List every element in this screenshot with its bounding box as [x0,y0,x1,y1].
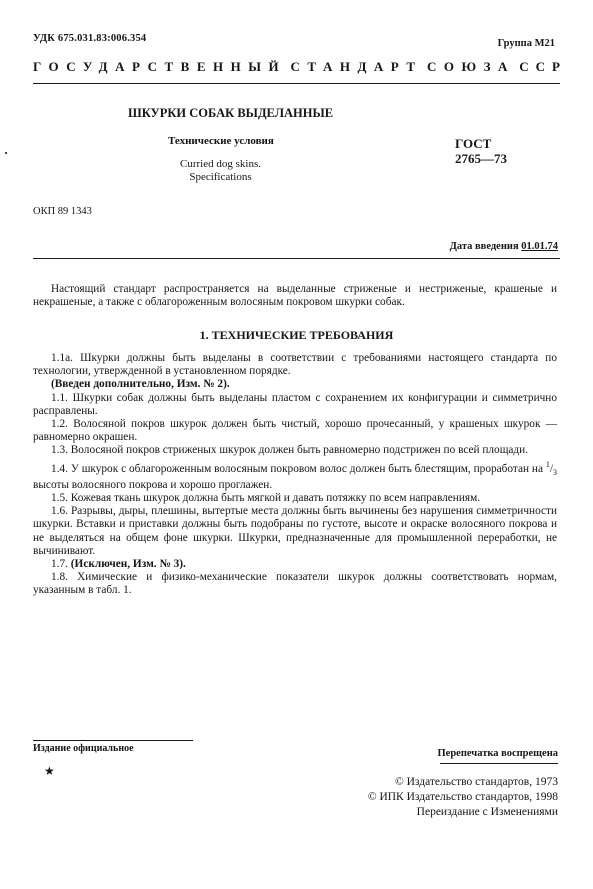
fraction-numerator: 1 [545,459,550,469]
clause-1-6: 1.6. Разрывы, дыры, плешины, вытертые места должны быть вычинены без нарушения симметричности шкурки. Вставки и приставки должны быть подобраны по густоте, высоте и окраске волосяного покрова и не выделяться на общем фоне шкурки. Шкурки, предназначенные для промышленной переработки, не вычинивают. [33,505,557,557]
date-rule [33,258,560,259]
fraction-denominator: 3 [553,467,558,477]
introduction-date-value: 01.01.74 [521,241,558,252]
english-title-line: Curried dog skins. [180,158,261,170]
introduction-date [450,241,558,252]
header-rule [33,83,560,84]
clause-1-8: 1.8. Химические и физико-механические показатели шкурок должны соответствовать нормам, указанным в табл. 1. [33,571,557,597]
official-edition: Издание официальное [33,743,134,754]
group-code: Группа М21 [497,38,555,49]
okp-code: ОКП 89 1343 [33,206,92,217]
gost-designation [455,136,507,166]
udk-code: УДК 675.031.83:006.354 [33,33,147,44]
clause-1-1: 1.1. Шкурки собак должны быть выделаны пластом с сохранением их конфигурации и симметрично расправлены. [33,391,557,417]
clause-1-7-note: (Исключен, Изм. № 3). [70,558,186,571]
reprint-notice: Перепечатка воспрещена [437,748,558,759]
clause-1-1a-note: (Введен дополнительно, Изм. № 2). [51,378,230,391]
section-title: 1. ТЕХНИЧЕСКИЕ ТРЕБОВАНИЯ [199,328,394,342]
banner-word: СОЮЗА [426,59,515,74]
footer-right-rule [440,763,558,764]
clause-1-4-text-b: высоты волосяного покрова и хорошо проглажен. [33,478,273,491]
clause-1-5: 1.5. Кожевая ткань шкурок должна быть мягкой и давать потяжку по всем направлениям. [51,492,481,505]
reissue-note: Переиздание с Изменениями [416,806,558,818]
clause-1-2: 1.2. Волосяной покров шкурок должен быть чистый, хорошо прочесанный, у крашеных шкурок — равномерно окрашен. [33,418,557,444]
banner-word: ГОСУДАРСТВЕННЫЙ [33,59,287,74]
introduction-date-label: Дата введения [449,241,519,252]
banner-word: ССР [519,59,567,74]
star-icon: ★ [44,764,55,778]
clause-1-4-text-a: 1.4. У шкурок с облагороженным волосяным покровом волос должен быть блестящим, проработан на [51,462,543,475]
gost-number: 2765—73 [455,151,507,166]
clause-1-4: 1.4. У шкурок с облагороженным волосяным покровом волос должен быть блестящим, проработан на $^1/_3$ высоты волосяного покрова и хорошо проглажен. [33,459,558,491]
clause-1-1a: 1.1а. Шкурки должны быть выделаны в соответствии с требованиями настоящего стандарта по технологии, утвержденной в установленном порядке. [33,352,557,378]
clause-1-7-number: 1.7. [51,558,71,571]
clause-1-7 [33,558,557,571]
english-title-line: Specifications [189,171,252,183]
standard-banner [33,59,567,75]
copyright-line: © Издательство стандартов, 1973 [394,776,558,788]
intro-text: Настоящий стандарт распространяется на выделанные стриженые и нестриженые, крашеные и некрашеные, а также с облагороженным волосяным покровом шкурки собак. [33,283,557,309]
clause-1-3: 1.3. Волосяной покров стриженых шкурок должен быть равномерно подстрижен по всей площади. [51,444,529,457]
footer-left-rule [33,740,193,741]
document-subtitle: Технические условия [168,135,274,147]
gost-label: ГОСТ [455,136,492,151]
scan-speck [5,152,7,154]
banner-word: СТАНДАРТ [290,59,423,74]
copyright-line: © ИПК Издательство стандартов, 1998 [367,791,558,803]
intro-paragraph [33,283,557,309]
section-1-body [33,352,557,598]
english-title [180,158,261,184]
document-title: ШКУРКИ СОБАК ВЫДЕЛАННЫЕ [128,106,334,120]
